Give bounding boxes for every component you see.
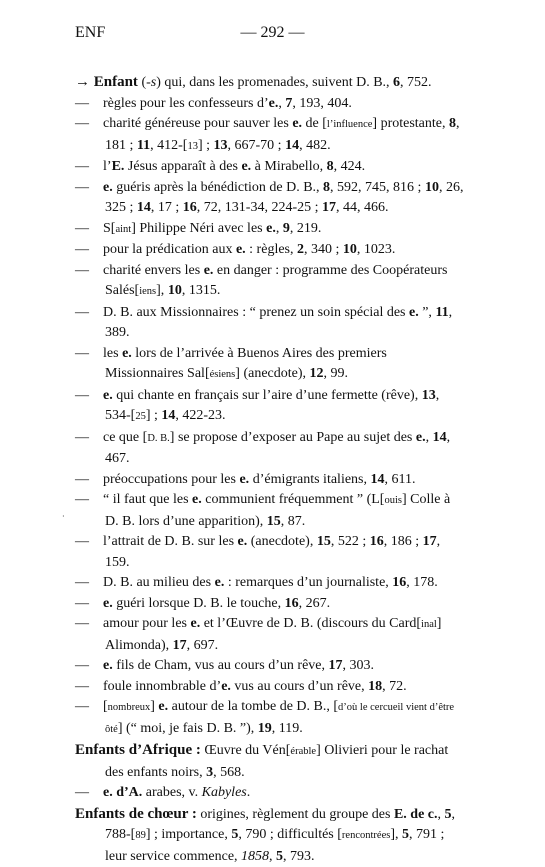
index-subentry: — [nombreux] e. autour de la tombe de D. B., [d’où le cercueil vient d’être ôté] (“ moi, je fais D. B. ”), 19, 119. (75, 697, 467, 740)
index-subentry: — préoccupations pour les e. d’émigrants italiens, 14, 611. (75, 470, 467, 491)
index-heading: Enfants de chœur : origines, règlement du groupe des E. de c., 5, 788-[89] ; importance, 5, 790 ; difficultés [rencontrées], 5, 791 ; leur service commence, 1858, 5, 793. (75, 804, 467, 867)
index-subentry: — e. qui chante en français sur l’aire d’une fermette (rêve), 13, 534-[25] ; 14, 422-23. (75, 386, 467, 428)
index-heading: → Enfant (-s) qui, dans les promenades, suivent D. B., 6, 752. (75, 72, 467, 94)
index-subentry: — D. B. au milieu des e. : remarques d’un journaliste, 16, 178. (75, 573, 467, 594)
index-subentry: — e. d’A. arabes, v. Kabyles. (75, 783, 467, 804)
index-subentry: — ce que [D. B.] se propose d’exposer au Pape au sujet des e., 14, 467. (75, 428, 467, 470)
index-subentry: — pour la prédication aux e. : règles, 2, 340 ; 10, 1023. (75, 240, 467, 261)
index-entries (75, 72, 467, 867)
index-subentry: — charité généreuse pour sauver les e. de [l’influence] protestante, 8, 181 ; 11, 412-[13] ; 13, 667-70 ; 14, 482. (75, 114, 467, 157)
index-subentry: — l’attrait de D. B. sur les e. (anecdote), 15, 522 ; 16, 186 ; 17, 159. (75, 532, 467, 573)
index-subentry: — e. guéri lorsque D. B. le touche, 16, 267. (75, 594, 467, 615)
index-subentry: — foule innombrable d’e. vus au cours d’un rêve, 18, 72. (75, 677, 467, 698)
index-heading: Enfants d’Afrique : Œuvre du Vén[érable] Olivieri pour le rachat des enfants noirs, 3, 568. (75, 740, 467, 783)
index-subentry: — “ il faut que les e. communient fréquemment ” (L[ouis] Colle à D. B. lors d’une apparition), 15, 87. (75, 490, 467, 532)
page-number: — 292 — (0, 24, 545, 42)
margin-mark: · (62, 512, 65, 521)
running-head-left: ENF (75, 24, 105, 42)
index-subentry: — l’E. Jésus apparaît à des e. à Mirabello, 8, 424. (75, 157, 467, 178)
index-subentry: — règles pour les confesseurs d’e., 7, 193, 404. (75, 94, 467, 115)
index-subentry: — les e. lors de l’arrivée à Buenos Aires des premiers Missionnaires Sal[ésiens] (anecdote), 12, 99. (75, 344, 467, 386)
index-subentry: — amour pour les e. et l’Œuvre de D. B. (discours du Card[inal] Alimonda), 17, 697. (75, 614, 467, 656)
index-subentry: — charité envers les e. en danger : programme des Coopérateurs Salés[iens], 10, 1315. (75, 261, 467, 303)
index-subentry: — D. B. aux Missionnaires : “ prenez un soin spécial des e. ”, 11, 389. (75, 303, 467, 344)
index-subentry: — e. fils de Cham, vus au cours d’un rêve, 17, 303. (75, 656, 467, 677)
index-subentry: — S[aint] Philippe Néri avec les e., 9, 219. (75, 219, 467, 241)
index-subentry: — e. guéris après la bénédiction de D. B., 8, 592, 745, 816 ; 10, 26, 325 ; 14, 17 ; 16, 72, 131-34, 224-25 ; 17, 44, 466. (75, 178, 467, 219)
